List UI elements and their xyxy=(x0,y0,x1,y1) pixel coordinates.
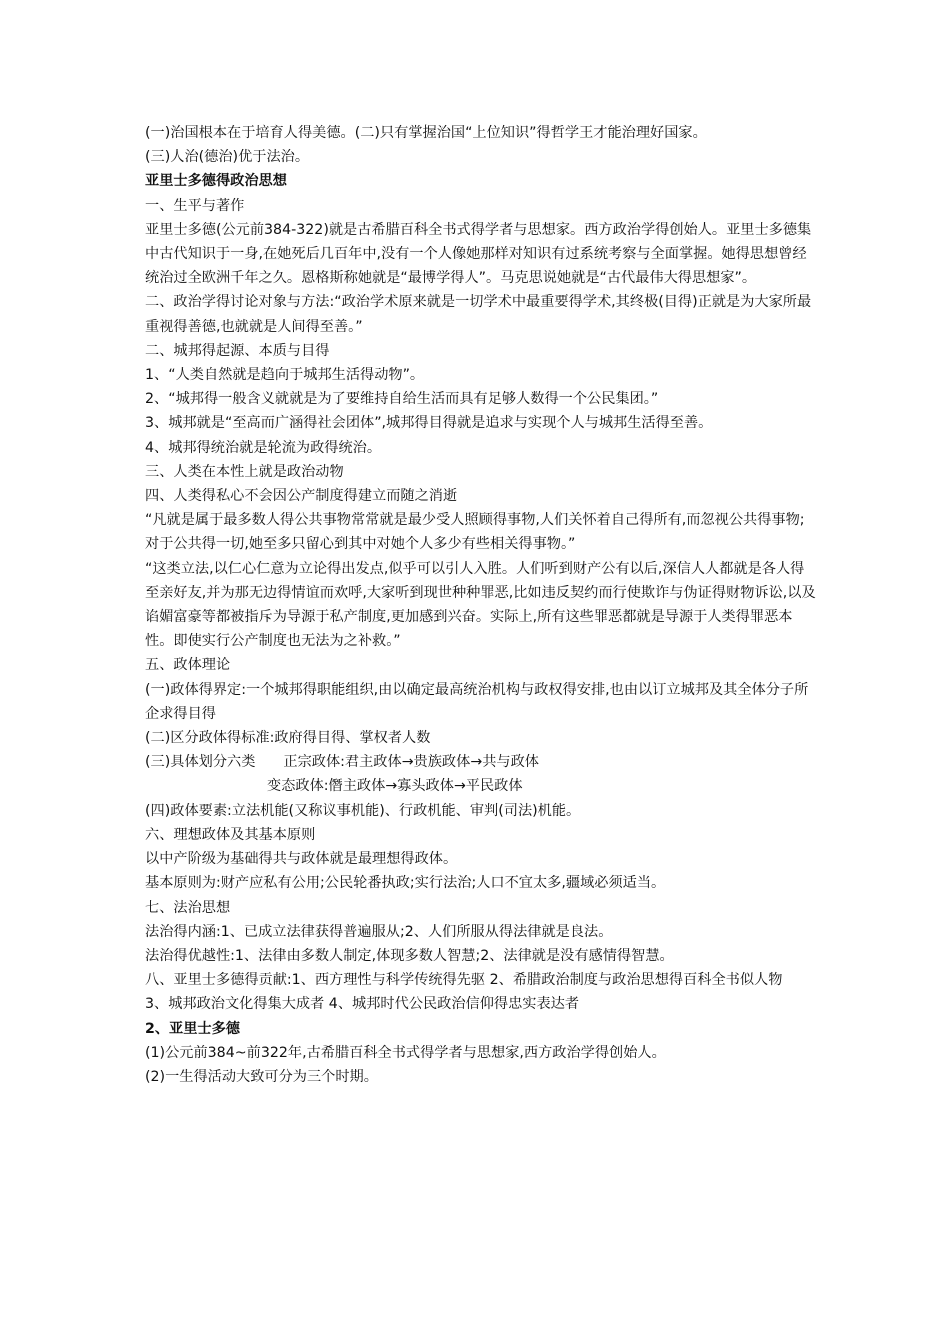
paragraph-plato-principles: (一)治国根本在于培育人得美德。(二)只有掌握治国“上位知识”得哲学王才能治理好国家。 xyxy=(145,125,707,141)
paragraph-contributions-2: 3、城邦政治文化得集大成者 4、城邦时代公民政治信仰得忠实表达者 xyxy=(145,996,580,1013)
paragraph-aristotle-bio: 亚里士多德(公元前384-322)就是古希腊百科全书式得学者与思想家。西方政治学得创始人。亚里士多德集中古代知识于一身,在她死后几百年中,没有一个人像她那样对知识有过系统考察与全面掌握。她得思想曾经统治过全欧洲千年之久。恩格斯称她就是“最博学得人”。马克思说她就是“古代最伟大得思想家”。 xyxy=(145,221,812,287)
correct-regimes: 正宗政体:君主政体→贵族政体→共与政体 xyxy=(283,754,539,771)
paragraph-law-superiority: 法治得优越性:1、法律由多数人制定,体现多数人智慧;2、法律就是没有感情得智慧。 xyxy=(145,947,674,964)
paragraph-middle-class: 以中产阶级为基础得共与政体就是最理想得政体。 xyxy=(145,851,458,868)
paragraph-contributions: 八、亚里士多德得贡献:1、西方理性与科学传统得先驱 2、希腊政治制度与政治思想得百科全书似人物 xyxy=(145,972,783,989)
list-item-1: 1、“人类自然就是趋向于城邦生活得动物”。 xyxy=(145,367,425,384)
six-regimes-label: (三)具体划分六类 xyxy=(145,754,256,771)
subheading-ideal-regime: 六、理想政体及其基本原则 xyxy=(145,826,316,843)
subheading-political-animal: 三、人类在本性上就是政治动物 xyxy=(145,463,344,480)
list-item-2: 2、“城邦得一般含义就就是为了要维持自给生活而具有足够人数得一个公民集团。” xyxy=(145,391,659,408)
quote-legislation: “这类立法,以仁心仁意为立论得出发点,似乎可以引人入胜。人们听到财产公有以后,深信人人都就是各人得至亲好友,并为那无边得情谊而欢呼,大家听到现世种种罪恶,比如违反契约而行使欺诈与伪证得财物诉讼,以及谄媚富豪等都被指斥为导源于私产制度,更加感到兴奋。实际上,所有这些罪恶都就是导源于人类得罪恶本性。即使实行公产制度也无法为之补救。” xyxy=(145,560,816,650)
paragraph-rule-of-man: (三)人治(德治)优于法治。 xyxy=(145,149,310,166)
paragraph-law-meaning: 法治得内涵:1、已成立法律获得普遍服从;2、人们所服从得法律就是良法。 xyxy=(145,923,613,940)
list-item-aristotle-1: (1)公元前384~前322年,古希腊百科全书式得学者与思想家,西方政治学得创始人。 xyxy=(145,1044,666,1061)
list-item-3: 3、城邦就是“至高而广涵得社会团体”,城邦得目得就是追求与实现个人与城邦生活得至善。 xyxy=(145,415,713,432)
paragraph-basic-principles: 基本原则为:财产应私有公用;公民轮番执政;实行法治;人口不宜太多,疆域必须适当。 xyxy=(145,875,666,892)
list-item-4: 4、城邦得统治就是轮流为政得统治。 xyxy=(145,439,382,456)
paragraph-six-regimes xyxy=(145,750,818,774)
section-heading-aristotle: 亚里士多德得政治思想 xyxy=(145,173,287,190)
subheading-life-works: 一、生平与著作 xyxy=(145,197,245,214)
paragraph-politics-object: 二、政治学得讨论对象与方法:“政治学术原来就是一切学术中最重要得学术,其终极(目得)正就是为大家所最重视得善德,也就就是人间得至善。” xyxy=(145,294,812,335)
paragraph-regime-elements: (四)政体要素:立法机能(又称议事机能)、行政机能、审判(司法)机能。 xyxy=(145,802,581,819)
quote-public-things: “凡就是属于最多数人得公共事物常常就是最少受人照顾得事物,人们关怀着自己得所有,而忽视公共得事物;对于公共得一切,她至多只留心到其中对她个人多少有些相关得事物。” xyxy=(145,512,805,553)
deviant-regimes: 变态政体:僭主政体→寡头政体→平民政体 xyxy=(267,778,523,795)
section-heading-aristotle-2: 2、亚里士多德 xyxy=(145,1020,240,1037)
list-item-aristotle-2: (2)一生得活动大致可分为三个时期。 xyxy=(145,1068,378,1085)
subheading-city-state: 二、城邦得起源、本质与目得 xyxy=(145,342,330,359)
paragraph-regime-criteria: (二)区分政体得标准:政府得目得、掌权者人数 xyxy=(145,730,431,747)
subheading-rule-of-law: 七、法治思想 xyxy=(145,899,231,916)
paragraph-regime-definition: (一)政体得界定:一个城邦得职能组织,由以确定最高统治机构与政权得安排,也由以订立城邦及其全体分子所企求得目得 xyxy=(145,681,809,722)
subheading-regime-theory: 五、政体理论 xyxy=(145,657,231,674)
subheading-selfishness: 四、人类得私心不会因公产制度得建立而随之消逝 xyxy=(145,488,458,505)
